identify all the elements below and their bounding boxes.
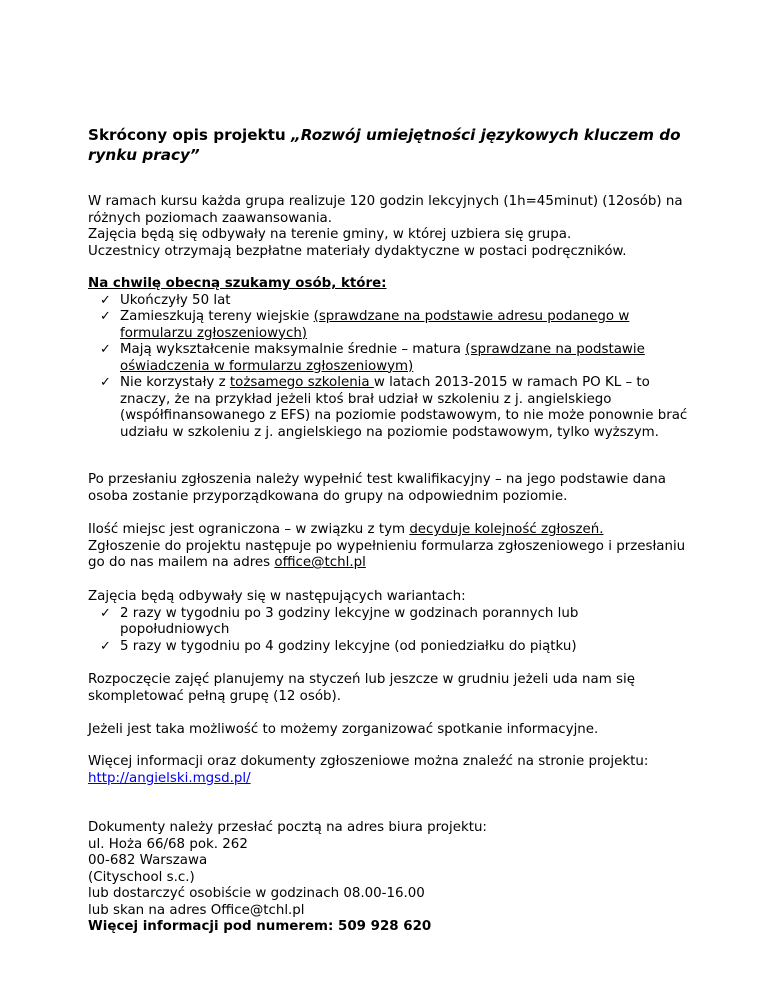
list-item: ✓ Mają wykształcenie maksymalnie średnie – matura (sprawdzane na podstawie oświadczenia w formularzu zgłoszeniowym) <box>100 342 645 374</box>
intro-line-1: W ramach kursu każda grupa realizuje 120 godzin lekcyjnych (1h=45minut) (12osób) na różnych poziomach zaawansowania. <box>88 194 683 226</box>
address-line-6: lub skan na adres Office@tchl.pl <box>88 902 305 918</box>
test-section <box>88 472 688 505</box>
check-icon: ✓ <box>100 292 111 308</box>
criteria-list <box>88 293 688 442</box>
list-item: ✓ Nie korzystały z tożsamego szkolenia w latach 2013-2015 w ramach PO KL – to znaczy, że na przykład jeżeli ktoś brał udział w szkoleniu z j. angielskiego (współfinansowanego z EFS) na poziomie podstawowym, to nie może ponownie brać udziału w szkoleniu z j. angielskiego na poziomie podstawowym, tylko wyższym. <box>100 375 688 440</box>
more-info-text: Więcej informacji oraz dokumenty zgłoszeniowe można znaleźć na stronie projektu: <box>88 754 649 769</box>
check-icon: ✓ <box>100 638 111 654</box>
document-title <box>88 125 688 165</box>
search-heading: Na chwilę obecną szukamy osób, które: <box>88 276 387 291</box>
meeting-info: Jeżeli jest taka możliwość to możemy zorganizować spotkanie informacyjne. <box>88 722 599 737</box>
limit-line: Ilość miejsc jest ograniczona – w związku z tym decyduje kolejność zgłoszeń. <box>88 522 604 537</box>
limit-section <box>88 522 688 572</box>
variants-intro: Zajęcia będą odbywały się w następujących wariantach: <box>88 589 466 604</box>
start-info: Rozpoczęcie zajęć planujemy na styczeń lub jeszcze w grudniu jeżeli uda nam się skompletować pełną grupę (12 osób). <box>88 672 635 704</box>
list-item: ✓ 2 razy w tygodniu po 3 godziny lekcyjne w godzinach porannych lub popołudniowych <box>100 605 579 637</box>
check-icon: ✓ <box>100 309 111 324</box>
variants-section <box>88 589 688 655</box>
address-line-3: 00-682 Warszawa <box>88 853 208 868</box>
intro-line-2: Zajęcia będą się odbywały na terenie gminy, w której uzbiera się grupa. <box>88 227 572 242</box>
list-item: ✓ Zamieszkują tereny wiejskie (sprawdzane na podstawie adresu podanego w formularzu zgłoszeniowych) <box>100 309 630 341</box>
intro-line-3: Uczestnicy otrzymają bezpłatne materiały dydaktyczne w postaci podręczników. <box>88 243 627 259</box>
check-icon: ✓ <box>100 342 111 357</box>
phone-info: Więcej informacji pod numerem: 509 928 620 <box>88 919 432 934</box>
test-info: Po przesłaniu zgłoszenia należy wypełnić test kwalifikacyjny – na jego podstawie dana osoba zostanie przyporządkowana do grupy na odpowiednim poziomie. <box>88 472 666 504</box>
search-section <box>88 276 688 441</box>
address-line-5: lub dostarczyć osobiście w godzinach 08.00-16.00 <box>88 886 425 901</box>
address-section <box>88 820 688 936</box>
list-item: ✓ 5 razy w tygodniu po 4 godziny lekcyjne (od poniedziałku do piątku) <box>100 638 577 654</box>
meeting-section <box>88 722 688 739</box>
email-link[interactable]: office@tchl.pl <box>274 555 366 570</box>
more-info-section <box>88 754 688 787</box>
check-icon: ✓ <box>100 375 111 390</box>
variants-list <box>88 606 688 656</box>
address-line-4: (Cityschool s.c.) <box>88 869 195 885</box>
intro-section <box>88 194 688 260</box>
address-line-2: ul. Hoża 66/68 pok. 262 <box>88 836 248 852</box>
application-info: Zgłoszenie do projektu następuje po wypełnieniu formularza zgłoszeniowego i przesłaniu go do nas mailem na adres office@tchl.pl <box>88 538 686 570</box>
title-project-name: „Rozwój umiejętności językowych kluczem do rynku pracy” <box>88 126 681 164</box>
project-website-link[interactable]: http://angielski.mgsd.pl/ <box>88 770 251 786</box>
address-line-1: Dokumenty należy przesłać pocztą na adres biura projektu: <box>88 820 487 835</box>
start-section <box>88 672 688 705</box>
list-item: ✓ Ukończyły 50 lat <box>100 292 231 308</box>
check-icon: ✓ <box>100 605 111 621</box>
title-prefix: Skrócony opis projektu <box>88 126 291 144</box>
